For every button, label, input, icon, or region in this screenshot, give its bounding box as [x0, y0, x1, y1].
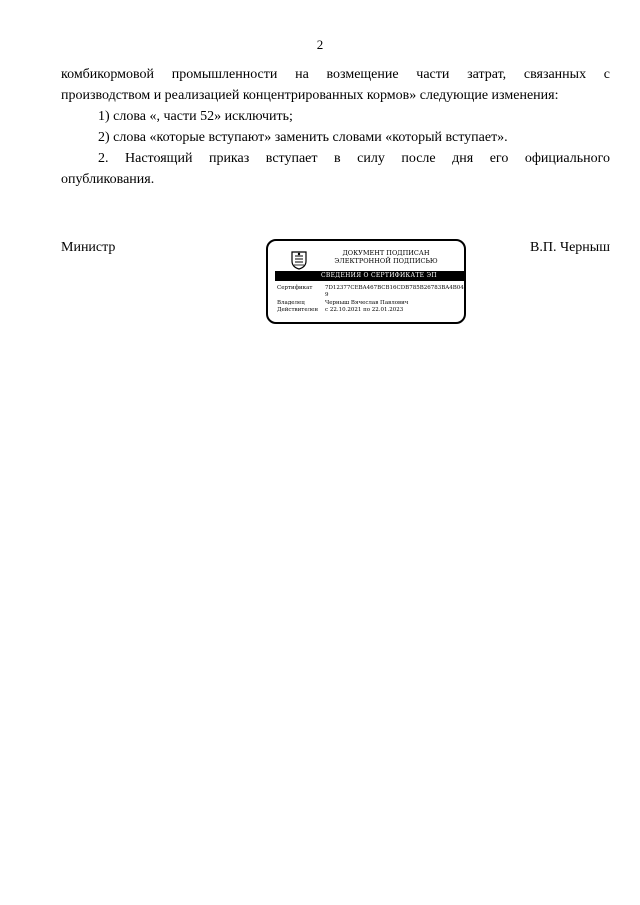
electronic-signature-stamp	[266, 239, 466, 324]
stamp-heading-line-2: ЭЛЕКТРОННОЙ ПОДПИСЬЮ	[334, 257, 438, 265]
paragraph-2-line-1: 2. Настоящий приказ вступает в силу после дня его официального	[98, 151, 610, 166]
paragraph-1-line-1: комбикормовой промышленности на возмещение части затрат, связанных с	[61, 67, 610, 82]
signer-name: В.П. Черныш	[530, 240, 610, 255]
stamp-valid-label: Действителен	[277, 307, 318, 313]
stamp-valid-value: с 22.10.2021 по 22.01.2023	[325, 307, 404, 313]
stamp-certificate-bar: СВЕДЕНИЯ О СЕРТИФИКАТЕ ЭП	[275, 271, 465, 281]
page-number: 2	[316, 37, 324, 52]
stamp-valid-row	[277, 307, 403, 314]
list-item-1: 1) слова «, части 52» исключить;	[98, 109, 293, 124]
stamp-cert-label: Сертификат	[277, 285, 313, 291]
stamp-cert-value-line-1: 7D12377CEBA467BCB16CDB785B26783BA4B04	[325, 285, 464, 291]
list-item-2: 2) слова «которые вступают» заменить словами «который вступает».	[98, 130, 508, 145]
coat-of-arms-icon	[290, 250, 308, 270]
stamp-owner-label: Владелец	[277, 300, 305, 306]
stamp-heading-line-1: ДОКУМЕНТ ПОДПИСАН	[342, 249, 430, 257]
stamp-heading	[312, 249, 460, 265]
stamp-owner-value: Черныш Вячеслав Павлович	[325, 300, 409, 306]
paragraph-1-line-2: производством и реализацией концентрированных кормов» следующие изменения:	[61, 88, 559, 103]
stamp-owner-row	[277, 300, 408, 307]
stamp-cert-value-line-2: 9	[325, 292, 329, 298]
document-body	[61, 64, 610, 190]
stamp-cert-row	[277, 285, 464, 299]
signer-position: Министр	[61, 240, 116, 255]
paragraph-2-line-2: опубликования.	[61, 172, 155, 187]
